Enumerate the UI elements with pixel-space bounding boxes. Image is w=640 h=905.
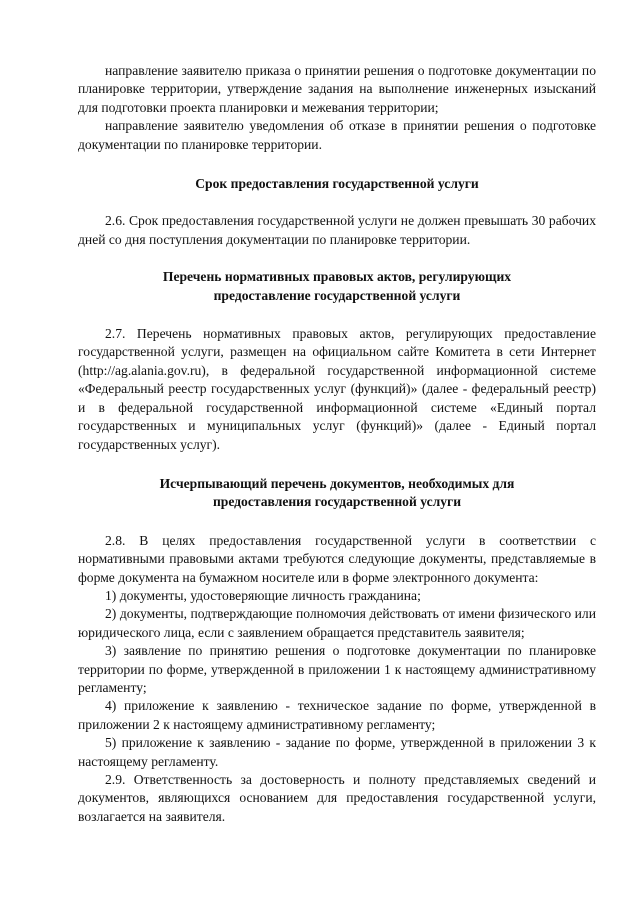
spacer <box>78 154 596 175</box>
list-item: 1) документы, удостоверяющие личность гражданина; <box>105 587 421 603</box>
list-item: 4) приложение к заявлению - техническое задание по форме, утвержденной в приложении 2 к настоящему административному регламенту; <box>78 698 596 732</box>
paragraph-2-6: 2.6. Срок предоставления государственной услуги не должен превышать 30 рабочих дней со дня поступления документации по планировке территории. <box>78 213 596 247</box>
spacer <box>78 193 596 212</box>
list-item: 3) заявление по принятию решения о подготовке документации по планировке территории по форме, утвержденной в приложении 1 к настоящему административному регламенту; <box>78 643 596 695</box>
heading-line: Перечень нормативных правовых актов, регулирующих <box>162 269 512 285</box>
section-heading-legal-acts <box>78 268 596 305</box>
list-item: 2) документы, подтверждающие полномочия действовать от имени физического или юридического лица, если с заявлением обращается представитель заявителя; <box>78 606 596 640</box>
section-heading-documents <box>78 475 596 512</box>
paragraph-2-7: 2.7. Перечень нормативных правовых актов, регулирующих предоставление государственной услуги, размещен на официальном сайте Комитета в сети Интернет (http://ag.alania.gov.ru), в федеральной государственной информационной системе «Федеральный реестр государственных услуг (функций)» (далее - федеральный реестр) и в федеральной государственной информационной системе «Единый портал государственных и муниципальных услуг (функций)» (далее - Единый портал государственных услуг). <box>78 326 596 452</box>
heading-line: предоставления государственной услуги <box>212 494 462 510</box>
document-page <box>78 62 596 826</box>
intro-paragraph-1: направление заявителю приказа о принятии решения о подготовке документации по планировке территории, утверждение задания на выполнение инженерных изысканий для подготовки проекта планировки и межевания территории; <box>78 63 596 115</box>
spacer <box>78 454 596 475</box>
spacer <box>78 305 596 325</box>
section-heading-term <box>78 175 596 193</box>
spacer <box>78 249 596 268</box>
paragraph-2-9: 2.9. Ответственность за достоверность и полноту представляемых сведений и документов, являющихся основанием для предоставления государственной услуги, возлагается на заявителя. <box>78 772 596 824</box>
heading-line: Исчерпывающий перечень документов, необходимых для <box>159 475 515 491</box>
intro-paragraph-2: направление заявителю уведомления об отказе в принятии решения о подготовке документации по планировке территории. <box>78 118 596 152</box>
list-item: 5) приложение к заявлению - задание по форме, утвержденной в приложении 3 к настоящему регламенту. <box>78 735 596 769</box>
heading-line: Срок предоставления государственной услуги <box>195 176 479 192</box>
spacer <box>78 512 596 532</box>
paragraph-2-8: 2.8. В целях предоставления государственной услуги в соответствии с нормативными правовыми актами требуются следующие документы, представляемые в форме документа на бумажном носителе или в форме электронного документа: <box>78 532 596 585</box>
heading-line: предоставление государственной услуги <box>213 287 461 303</box>
